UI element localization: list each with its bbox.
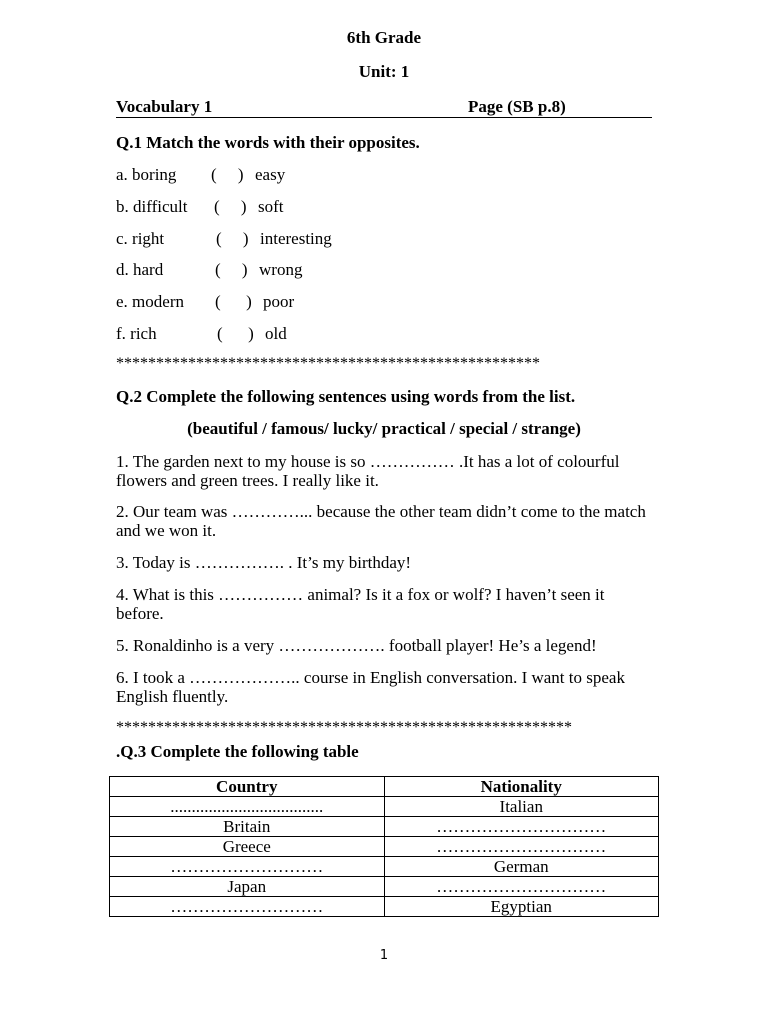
page-reference: Page (SB p.8) xyxy=(468,97,566,116)
table-row xyxy=(110,817,659,837)
q2-sentence: 2. Our team was …………... because the other team didn’t come to the match and we won it. xyxy=(116,502,646,540)
country-cell: Greece xyxy=(110,837,385,857)
q1-match: old xyxy=(265,324,287,343)
q1-title: Q.1 Match the words with their opposites. xyxy=(116,133,420,152)
nationality-cell: ………………………… xyxy=(384,877,659,897)
header-divider xyxy=(116,117,652,118)
q2-sentence: 5. Ronaldinho is a very ………………. football player! He’s a legend! xyxy=(116,636,597,655)
grade-heading: 6th Grade xyxy=(346,28,422,47)
q1-word: c. right xyxy=(116,229,165,248)
table-row xyxy=(110,857,659,877)
q2-sentence: 6. I took a ……………….. course in English conversation. I want to speak English fluently. xyxy=(116,668,625,706)
q1-blank: ( ) xyxy=(215,260,248,279)
country-cell: Japan xyxy=(110,877,385,897)
q1-word: a. boring xyxy=(116,165,177,184)
q2-title: Q.2 Complete the following sentences using words from the list. xyxy=(116,387,576,406)
q1-match: interesting xyxy=(260,229,332,248)
separator-stars: ********************************************************* xyxy=(116,719,572,736)
q1-match: easy xyxy=(255,165,286,184)
country-cell: .................................... xyxy=(110,797,385,817)
column-header-nationality: Nationality xyxy=(384,777,659,797)
column-header-country: Country xyxy=(110,777,385,797)
nationality-cell: Italian xyxy=(384,797,659,817)
q2-word-list: (beautiful / famous/ lucky/ practical / special / strange) xyxy=(187,419,581,438)
q1-blank: ( ) xyxy=(217,324,254,343)
q3-title: .Q.3 Complete the following table xyxy=(116,742,359,761)
q1-blank: ( ) xyxy=(215,292,252,311)
q2-sentence: 4. What is this …………… animal? Is it a fox or wolf? I haven’t seen it before. xyxy=(116,585,605,623)
unit-heading: Unit: 1 xyxy=(358,62,410,81)
nationality-cell: ………………………… xyxy=(384,817,659,837)
country-cell: ……………………… xyxy=(110,897,385,917)
page-number: 1 xyxy=(379,948,389,963)
q1-match: soft xyxy=(258,197,284,216)
table-header-row xyxy=(110,777,659,797)
country-cell: ……………………… xyxy=(110,857,385,877)
q1-word: e. modern xyxy=(116,292,184,311)
q2-sentence: 3. Today is ……………. . It’s my birthday! xyxy=(116,553,412,572)
nationality-cell: Egyptian xyxy=(384,897,659,917)
table-row xyxy=(110,877,659,897)
section-title: Vocabulary 1 xyxy=(116,97,213,116)
separator-stars: ***************************************************** xyxy=(116,355,540,372)
q2-sentence: 1. The garden next to my house is so …………… .It has a lot of colourful flowers and green trees. I really like it. xyxy=(116,452,620,490)
table-row xyxy=(110,797,659,817)
q1-word: f. rich xyxy=(116,324,157,343)
q1-blank: ( ) xyxy=(211,165,244,184)
q1-word: b. difficult xyxy=(116,197,188,216)
table-row xyxy=(110,897,659,917)
q1-match: poor xyxy=(263,292,295,311)
table-row xyxy=(110,837,659,857)
q1-match: wrong xyxy=(259,260,303,279)
q1-blank: ( ) xyxy=(214,197,247,216)
q1-blank: ( ) xyxy=(216,229,249,248)
country-cell: Britain xyxy=(110,817,385,837)
nationality-cell: German xyxy=(384,857,659,877)
country-nationality-table xyxy=(109,776,659,917)
q1-word: d. hard xyxy=(116,260,164,279)
nationality-cell: ………………………… xyxy=(384,837,659,857)
